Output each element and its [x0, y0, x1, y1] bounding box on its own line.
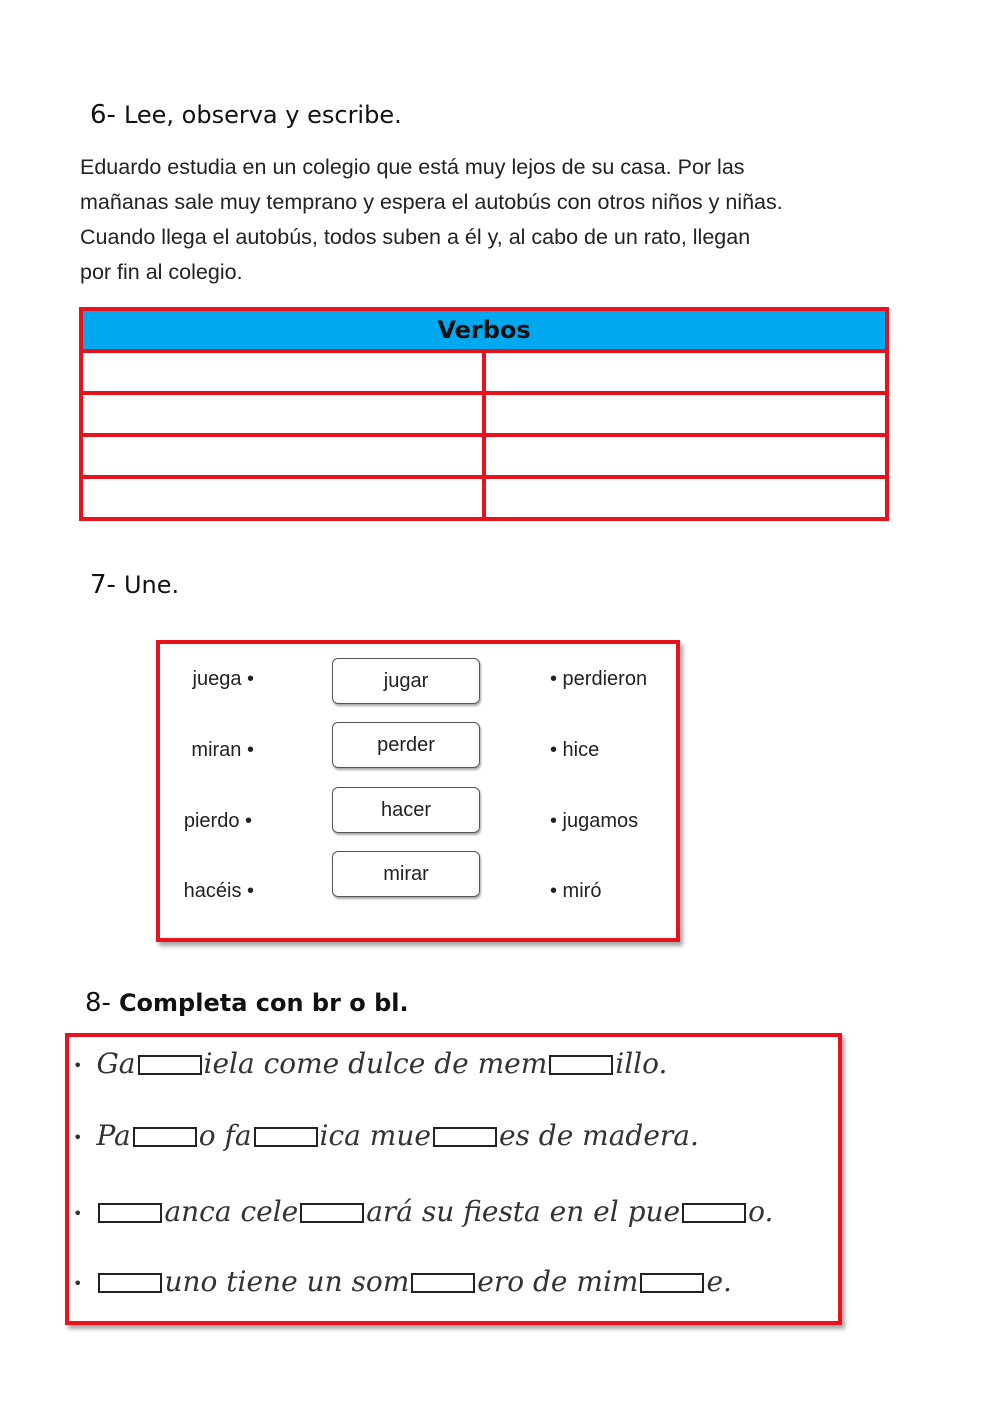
answer-blank[interactable]: [682, 1203, 746, 1223]
word-fragment: es de madera.: [498, 1119, 699, 1152]
match-right-item[interactable]: • hice: [550, 739, 600, 761]
word-fragment: ero de mim: [477, 1265, 639, 1298]
fill-line: [73, 1047, 667, 1080]
paragraph-line: Cuando llega el autobús, todos suben a él y, al cabo de un rato, llegan: [80, 225, 751, 249]
infinitive-box: mirar: [332, 851, 480, 897]
infinitive-box: hacer: [332, 787, 480, 833]
word-fragment: anca cele: [164, 1195, 299, 1228]
word-fragment: Ga: [96, 1047, 136, 1080]
verb-answer-cell[interactable]: [484, 351, 887, 393]
verb-answer-cell[interactable]: [484, 477, 887, 519]
section-7-heading: [90, 570, 179, 600]
answer-blank[interactable]: [98, 1203, 162, 1223]
verbos-table: [79, 307, 889, 521]
word-fragment: illo.: [615, 1047, 668, 1080]
verb-answer-cell[interactable]: [81, 477, 484, 519]
word-fragment: e.: [706, 1265, 732, 1298]
match-right-item[interactable]: • jugamos: [550, 810, 639, 832]
word-fragment: ica mue: [319, 1119, 431, 1152]
section-7-number: 7-: [90, 570, 116, 600]
answer-blank[interactable]: [411, 1273, 475, 1293]
bullet-icon: •: [73, 1056, 83, 1075]
match-left-item[interactable]: hacéis •: [183, 880, 254, 902]
infinitive-box: perder: [332, 722, 480, 768]
section-6-number: 6-: [90, 100, 116, 130]
fill-line: [73, 1119, 699, 1152]
section-8-title: Completa con br o bl.: [118, 989, 409, 1017]
word-fragment: o fa: [198, 1119, 252, 1152]
match-left-item[interactable]: miran •: [191, 739, 254, 761]
table-row: [81, 435, 887, 477]
answer-blank[interactable]: [254, 1127, 318, 1147]
verb-answer-cell[interactable]: [81, 435, 484, 477]
bullet-icon: •: [73, 1204, 83, 1223]
reading-paragraph: [80, 150, 910, 290]
word-fragment: iela come dulce de mem: [203, 1047, 548, 1080]
verb-answer-cell[interactable]: [484, 393, 887, 435]
answer-blank[interactable]: [138, 1055, 202, 1075]
section-6-heading: [90, 100, 402, 130]
word-fragment: o.: [748, 1195, 774, 1228]
verb-answer-cell[interactable]: [484, 435, 887, 477]
matching-box: [156, 640, 680, 942]
answer-blank[interactable]: [133, 1127, 197, 1147]
word-fragment: Pa: [96, 1119, 131, 1152]
table-row: [81, 351, 887, 393]
section-7-title: Une.: [123, 571, 180, 599]
match-right-item[interactable]: • perdieron: [550, 668, 648, 690]
match-left-item[interactable]: juega •: [192, 668, 254, 690]
paragraph-line: Eduardo estudia en un colegio que está muy lejos de su casa. Por las: [80, 155, 745, 179]
answer-blank[interactable]: [433, 1127, 497, 1147]
fill-in-box: [65, 1033, 842, 1325]
verb-answer-cell[interactable]: [81, 351, 484, 393]
answer-blank[interactable]: [640, 1273, 704, 1293]
match-right-item[interactable]: • miró: [550, 880, 602, 902]
section-8-number: 8-: [85, 988, 111, 1018]
match-left-item[interactable]: pierdo •: [183, 810, 252, 832]
paragraph-line: por fin al colegio.: [80, 260, 243, 284]
table-row: [81, 393, 887, 435]
bullet-icon: •: [73, 1128, 83, 1147]
table-row: [81, 477, 887, 519]
bullet-icon: •: [73, 1274, 83, 1293]
answer-blank[interactable]: [98, 1273, 162, 1293]
fill-line: [73, 1265, 732, 1298]
verb-answer-cell[interactable]: [81, 393, 484, 435]
infinitive-box: jugar: [332, 658, 480, 704]
word-fragment: ará su fiesta en el pue: [366, 1195, 681, 1228]
verbos-table-header: Verbos: [81, 309, 887, 351]
section-8-heading: [85, 988, 409, 1018]
answer-blank[interactable]: [300, 1203, 364, 1223]
paragraph-line: mañanas sale muy temprano y espera el autobús con otros niños y niñas.: [80, 190, 783, 214]
answer-blank[interactable]: [549, 1055, 613, 1075]
word-fragment: uno tiene un som: [164, 1265, 410, 1298]
section-6-title: Lee, observa y escribe.: [123, 101, 402, 129]
fill-line: [73, 1195, 773, 1228]
